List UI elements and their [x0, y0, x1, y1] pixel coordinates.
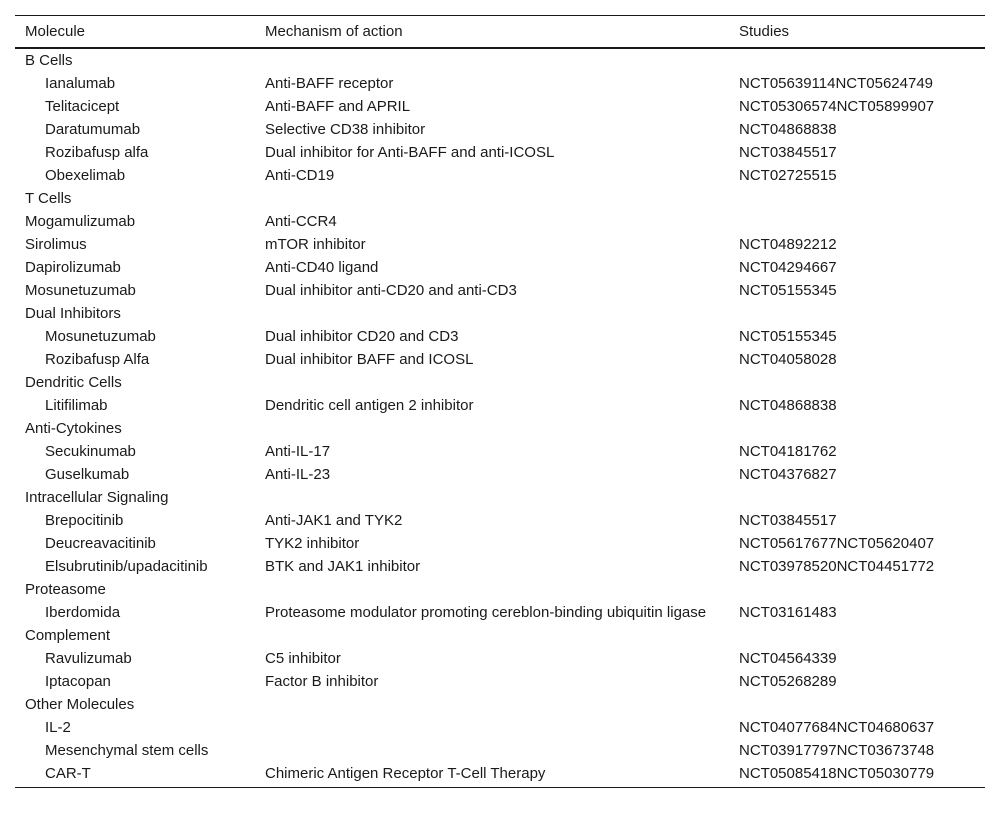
- molecule-cell: Ravulizumab: [45, 650, 132, 667]
- mechanism-cell: [255, 624, 729, 647]
- table-row: [15, 601, 985, 624]
- table-row: [15, 440, 985, 463]
- studies-cell: NCT05155345: [739, 328, 837, 345]
- mechanism-cell: Dual inhibitor for Anti-BAFF and anti-ICOSL: [265, 144, 555, 161]
- mechanism-cell: Anti-CCR4: [265, 213, 337, 230]
- group-label: Proteasome: [25, 581, 106, 598]
- studies-cell: NCT04058028: [739, 351, 837, 368]
- mechanism-cell: [255, 716, 729, 739]
- table-row: [15, 325, 985, 348]
- header-studies: Studies: [739, 23, 790, 40]
- treatment-table: [15, 15, 985, 788]
- molecule-cell: Secukinumab: [45, 443, 136, 460]
- table-row: [15, 118, 985, 141]
- mechanism-cell: Dendritic cell antigen 2 inhibitor: [265, 397, 474, 414]
- studies-cell: NCT03978520NCT04451772: [739, 558, 935, 575]
- studies-cell: [729, 693, 985, 716]
- mechanism-cell: [255, 486, 729, 509]
- studies-cell: [729, 371, 985, 394]
- table-row: [15, 739, 985, 762]
- studies-cell: [729, 578, 985, 601]
- table-row: [15, 716, 985, 739]
- molecule-cell: Sirolimus: [25, 236, 87, 253]
- table-row: [15, 532, 985, 555]
- mechanism-cell: Anti-BAFF and APRIL: [265, 98, 411, 115]
- table-row: [15, 509, 985, 532]
- molecule-cell: Obexelimab: [45, 167, 126, 184]
- group-label: Other Molecules: [25, 696, 135, 713]
- table-row: [15, 555, 985, 578]
- header-mechanism: Mechanism of action: [265, 23, 403, 40]
- group-header-row: [15, 48, 985, 72]
- table-row: [15, 279, 985, 302]
- mechanism-cell: [255, 578, 729, 601]
- molecule-cell: Deucreavacitinib: [45, 535, 156, 552]
- group-header-row: [15, 486, 985, 509]
- header-row: [15, 16, 985, 49]
- mechanism-cell: Anti-IL-23: [265, 466, 331, 483]
- studies-cell: NCT04564339: [739, 650, 837, 667]
- studies-cell: NCT04892212: [739, 236, 837, 253]
- table-row: [15, 95, 985, 118]
- table-row: [15, 72, 985, 95]
- mechanism-cell: Dual inhibitor anti-CD20 and anti-CD3: [265, 282, 517, 299]
- studies-cell: [729, 486, 985, 509]
- group-header-row: [15, 187, 985, 210]
- studies-cell: [729, 417, 985, 440]
- studies-cell: NCT04077684NCT04680637: [739, 719, 935, 736]
- molecule-cell: Iptacopan: [45, 673, 111, 690]
- studies-cell: [729, 187, 985, 210]
- molecule-cell: Mosunetuzumab: [45, 328, 156, 345]
- mechanism-cell: [255, 48, 729, 72]
- table-body: [15, 48, 985, 788]
- molecule-cell: Litifilimab: [45, 397, 108, 414]
- studies-cell: NCT05639114NCT05624749: [739, 75, 934, 92]
- group-header-row: [15, 417, 985, 440]
- molecule-cell: Rozibafusp Alfa: [45, 351, 150, 368]
- table-row: [15, 164, 985, 187]
- header-molecule: Molecule: [25, 23, 86, 40]
- mechanism-cell: [255, 417, 729, 440]
- studies-cell: NCT04868838: [739, 397, 837, 414]
- mechanism-cell: Anti-BAFF receptor: [265, 75, 394, 92]
- table-row: [15, 647, 985, 670]
- table-row: [15, 348, 985, 371]
- molecule-cell: Ianalumab: [45, 75, 116, 92]
- studies-cell: [729, 210, 985, 233]
- molecule-cell: Elsubrutinib/upadacitinib: [45, 558, 208, 575]
- table-row: [15, 233, 985, 256]
- table-row: [15, 141, 985, 164]
- studies-cell: NCT03845517: [739, 144, 837, 161]
- group-label: Anti-Cytokines: [25, 420, 122, 437]
- group-label: T Cells: [25, 190, 72, 207]
- table-row: [15, 210, 985, 233]
- mechanism-cell: TYK2 inhibitor: [265, 535, 360, 552]
- studies-cell: [729, 302, 985, 325]
- studies-cell: NCT05617677NCT05620407: [739, 535, 935, 552]
- table-row: [15, 394, 985, 417]
- molecule-cell: Iberdomida: [45, 604, 121, 621]
- group-label: Dendritic Cells: [25, 374, 122, 391]
- group-header-row: [15, 578, 985, 601]
- studies-cell: NCT03161483: [739, 604, 837, 621]
- molecule-cell: Dapirolizumab: [25, 259, 121, 276]
- mechanism-cell: Anti-JAK1 and TYK2: [265, 512, 403, 529]
- mechanism-cell: Factor B inhibitor: [265, 673, 379, 690]
- studies-cell: NCT04868838: [739, 121, 837, 138]
- group-label: Dual Inhibitors: [25, 305, 121, 322]
- studies-cell: NCT04376827: [739, 466, 837, 483]
- molecule-cell: Mogamulizumab: [25, 213, 136, 230]
- studies-cell: NCT04294667: [739, 259, 837, 276]
- mechanism-cell: [255, 739, 729, 762]
- mechanism-cell: Chimeric Antigen Receptor T-Cell Therapy: [265, 765, 546, 782]
- table-row: [15, 463, 985, 486]
- studies-cell: NCT05085418NCT05030779: [739, 765, 935, 782]
- studies-cell: NCT02725515: [739, 167, 837, 184]
- molecule-cell: Mesenchymal stem cells: [45, 742, 209, 759]
- group-header-row: [15, 371, 985, 394]
- mechanism-cell: Anti-CD40 ligand: [265, 259, 379, 276]
- molecule-cell: Daratumumab: [45, 121, 141, 138]
- group-label: B Cells: [25, 52, 73, 69]
- group-header-row: [15, 302, 985, 325]
- molecule-cell: CAR-T: [45, 765, 91, 782]
- mechanism-cell: mTOR inhibitor: [265, 236, 366, 253]
- molecule-cell: Rozibafusp alfa: [45, 144, 149, 161]
- table-row: [15, 256, 985, 279]
- mechanism-cell: Selective CD38 inhibitor: [265, 121, 426, 138]
- mechanism-cell: Dual inhibitor BAFF and ICOSL: [265, 351, 474, 368]
- mechanism-cell: Dual inhibitor CD20 and CD3: [265, 328, 459, 345]
- mechanism-cell: [255, 302, 729, 325]
- studies-cell: [729, 48, 985, 72]
- table-row: [15, 670, 985, 693]
- studies-cell: NCT05306574NCT05899907: [739, 98, 935, 115]
- mechanism-cell: BTK and JAK1 inhibitor: [265, 558, 421, 575]
- mechanism-cell: [255, 371, 729, 394]
- mechanism-cell: Anti-CD19: [265, 167, 335, 184]
- treatment-table-container: [15, 15, 985, 788]
- group-label: Complement: [25, 627, 111, 644]
- molecule-cell: IL-2: [45, 719, 71, 736]
- studies-cell: [729, 624, 985, 647]
- table-header: [15, 16, 985, 49]
- studies-cell: NCT05155345: [739, 282, 837, 299]
- mechanism-cell: Anti-IL-17: [265, 443, 331, 460]
- molecule-cell: Guselkumab: [45, 466, 130, 483]
- group-label: Intracellular Signaling: [25, 489, 169, 506]
- studies-cell: NCT03917797NCT03673748: [739, 742, 935, 759]
- mechanism-cell: C5 inhibitor: [265, 650, 341, 667]
- studies-cell: NCT04181762: [739, 443, 837, 460]
- table-row: [15, 762, 985, 788]
- studies-cell: NCT05268289: [739, 673, 837, 690]
- molecule-cell: Brepocitinib: [45, 512, 124, 529]
- mechanism-cell: [255, 693, 729, 716]
- studies-cell: NCT03845517: [739, 512, 837, 529]
- mechanism-cell: Proteasome modulator promoting cereblon-binding ubiquitin ligase: [265, 604, 707, 621]
- group-header-row: [15, 693, 985, 716]
- group-header-row: [15, 624, 985, 647]
- mechanism-cell: [255, 187, 729, 210]
- molecule-cell: Mosunetuzumab: [25, 282, 136, 299]
- molecule-cell: Telitacicept: [45, 98, 120, 115]
